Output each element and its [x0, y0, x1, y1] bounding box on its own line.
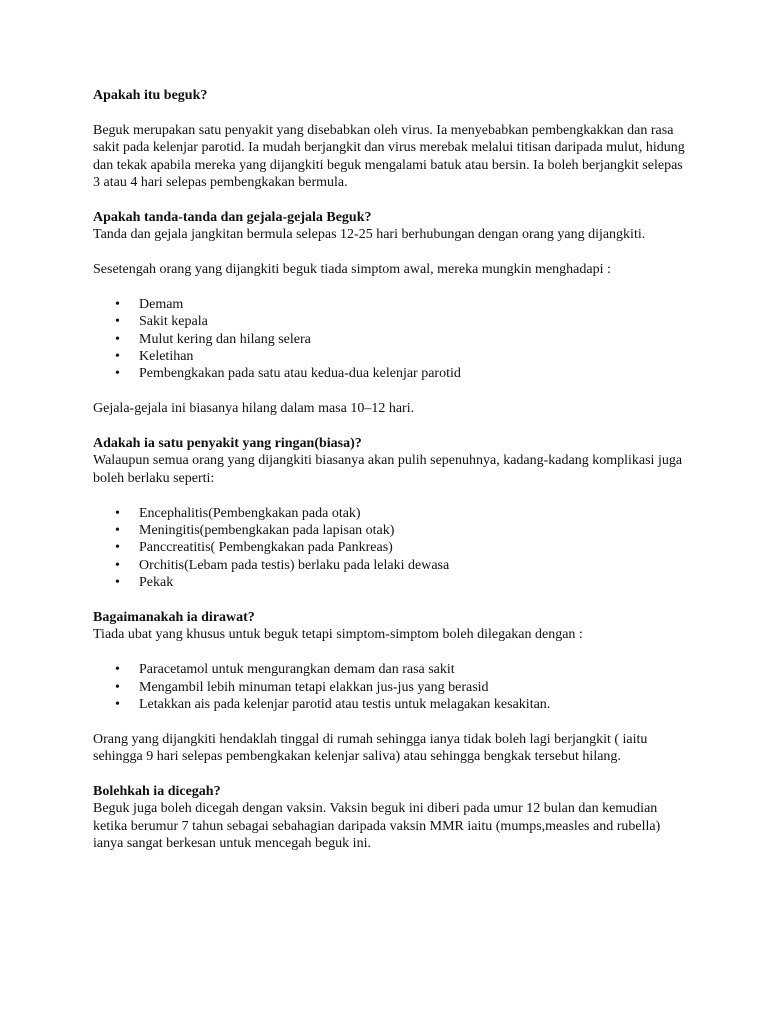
- spacer: [93, 644, 693, 661]
- spacer: [93, 418, 693, 435]
- list-item: • Sakit kepala: [93, 313, 693, 330]
- section-outro: Orang yang dijangkiti hendaklah tinggal di rumah sehingga ianya tidak boleh lagi berjangkit ( iaitu sehingga 9 hari selepas pembengkakan kelenjar saliva) atau sehingga bengkak tersebut hilang.: [93, 731, 648, 765]
- list-item: • Letakkan ais pada kelenjar parotid atau testis untuk melagakan kesakitan.: [93, 696, 693, 713]
- section-heading: Bagaimanakah ia dirawat?: [93, 610, 255, 626]
- complication-list: [93, 505, 693, 592]
- spacer: [93, 191, 693, 208]
- spacer: [93, 487, 693, 504]
- section-paragraph: Walaupun semua orang yang dijangkiti biasanya akan pulih sepenuhnya, kadang-kadang komplikasi juga boleh berlaku seperti:: [93, 453, 683, 486]
- list-item: • Paracetamol untuk mengurangkan demam dan rasa sakit: [93, 661, 693, 678]
- section-heading: Apakah tanda-tanda dan gejala-gejala Beguk?: [93, 209, 372, 225]
- list-item: • Mulut kering dan hilang selera: [93, 331, 693, 348]
- section-heading: Apakah itu beguk?: [93, 88, 208, 103]
- list-item: • Demam: [93, 296, 693, 313]
- list-item: • Meningitis(pembengkakan pada lapisan otak): [93, 522, 693, 539]
- list-item: • Pekak: [93, 574, 693, 591]
- list-intro: Sesetengah orang yang dijangkiti beguk tiada simptom awal, mereka mungkin menghadapi :: [93, 262, 611, 278]
- document-page: [93, 87, 693, 853]
- section-paragraph: Beguk juga boleh dicegah dengan vaksin. Vaksin beguk ini diberi pada umur 12 bulan dan kemudian ketika berumur 7 tahun sebagai sebahagian daripada vaksin MMR iaitu (mumps,measles and rubella) ianya sangat berkesan untuk mencegah beguk ini.: [93, 801, 661, 852]
- section-paragraph: Beguk merupakan satu penyakit yang disebabkan oleh virus. Ia menyebabkan pembengkakkan dan rasa sakit pada kelenjar parotid. Ia mudah berjangkit dan virus merebak melalui titisan daripada mulut, hidung dan tekak apabila mereka yang dijangkiti beguk mengalami batuk atau bersin. Ia boleh berjangkit selepas 3 atau 4 hari selepas pembengkakan bermula.: [93, 122, 685, 191]
- spacer: [93, 713, 693, 730]
- list-item: • Orchitis(Lebam pada testis) berlaku pada lelaki dewasa: [93, 557, 693, 574]
- spacer: [93, 383, 693, 400]
- section-paragraph: Tanda dan gejala jangkitan bermula selepas 12-25 hari berhubungan dengan orang yang dijangkiti.: [93, 227, 646, 243]
- spacer: [93, 766, 693, 783]
- symptom-list: [93, 296, 693, 383]
- section-outro: Gejala-gejala ini biasanya hilang dalam masa 10–12 hari.: [93, 401, 415, 417]
- spacer: [93, 278, 693, 295]
- list-item: • Pembengkakan pada satu atau kedua-dua kelenjar parotid: [93, 365, 693, 382]
- list-item: • Panccreatitis( Pembengkakan pada Pankreas): [93, 539, 693, 556]
- treatment-list: [93, 661, 693, 713]
- spacer: [93, 592, 693, 609]
- section-heading: Adakah ia satu penyakit yang ringan(biasa)?: [93, 436, 362, 452]
- list-item: • Keletihan: [93, 348, 693, 365]
- list-item: • Encephalitis(Pembengkakan pada otak): [93, 505, 693, 522]
- section-heading: Bolehkah ia dicegah?: [93, 784, 221, 800]
- list-item: • Mengambil lebih minuman tetapi elakkan jus-jus yang berasid: [93, 679, 693, 696]
- section-paragraph: Tiada ubat yang khusus untuk beguk tetapi simptom-simptom boleh dilegakan dengan :: [93, 627, 583, 643]
- spacer: [93, 104, 693, 121]
- spacer: [93, 244, 693, 261]
